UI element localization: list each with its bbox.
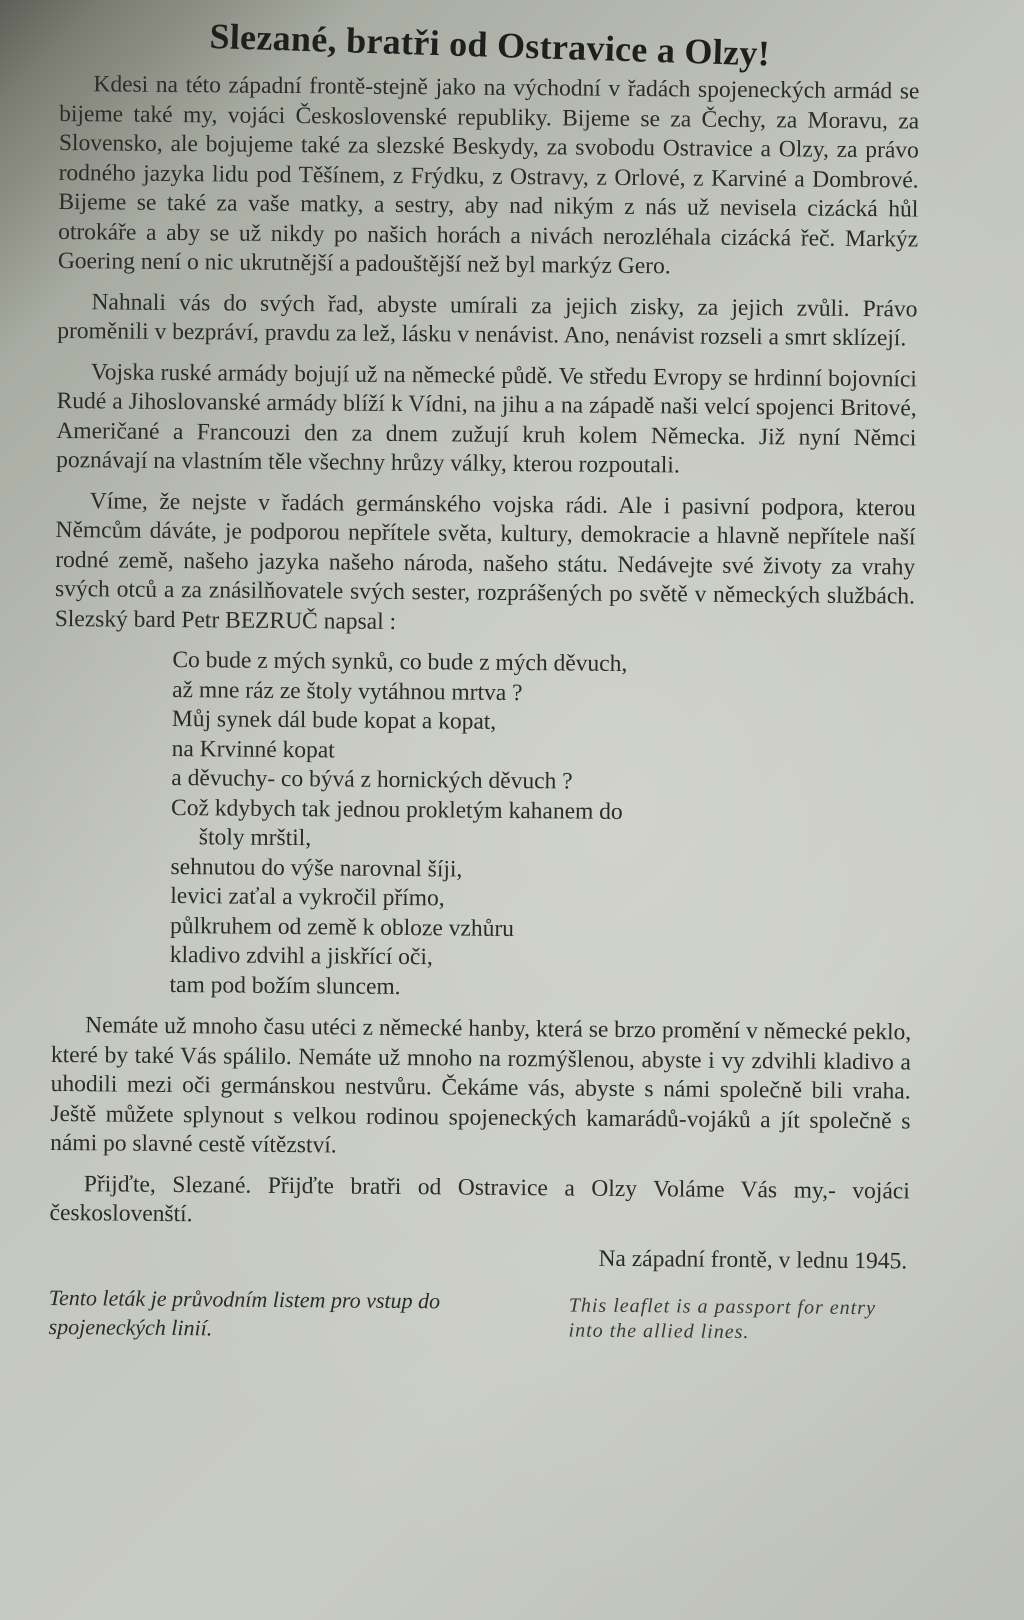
poem-line: až mne ráz ze štoly vytáhnou mrtva ? [172, 676, 523, 706]
leaflet-content [48, 15, 920, 1360]
paragraph-6: Přijďte, Slezané. Přijďte bratři od Ostravice a Olzy Voláme Vás my,- vojáci českoslovenští. [49, 1170, 910, 1228]
poem-line: tam pod božím sluncem. [169, 971, 401, 1000]
poem-line: kladivo zdvihl a jiskřící oči, [169, 941, 433, 971]
poem-line: Což kdybych tak jednou prokletým kahanem do [171, 794, 623, 825]
paragraph-4: Víme, že nejste v řadách germánského vojska rádi. Ale i pasivní podpora, kterou Němcům dáváte, je podporou nepřítele světa, kultury, demokracie a hlavně nepřítele naší rodné země, našeho jazyka našeho národa, našeho státu. Nedávejte své životy za vrahy svých otců a za znásilňovatele svých sester, rozprášených po světě v německých službách. Slezský bard Petr BEZRUČ napsal : [54, 487, 916, 635]
leaflet-footer [48, 1283, 909, 1361]
poem-line: na Krvinné kopat [171, 735, 335, 763]
paragraph-1: Kdesi na této západní frontě-stejně jako na východní v řadách spojeneckých armád se bijeme také my, vojáci Československé republiky. Bijeme se za Čechy, za Moravu, za Slovensko, ale bojujeme také za slezské Beskydy, za svobodu Ostravice a Olzy, za právo rodného jazyka lidu pod Těšínem, z Frýdku, z Ostravy, z Orlové, z Karviné a Dombrové. Bijeme se také za vaše matky, a sestry, aby nad nikým z nás už nevisela cizácká hůl otrokáře a aby se už nikdy po našich horách a nivách nerozléhala cizácká řeč. Markýz Goering není o nic ukrutnější a padouštější než byl markýz Gero. [57, 71, 920, 280]
poem-line: levici zaťal a vykročil přímo, [170, 882, 445, 912]
poem-line: a děvuchy- co bývá z hornických děvuch ? [171, 765, 573, 795]
poem-line: půlkruhem od země k obloze vzhůru [169, 912, 515, 942]
paragraph-3: Vojska ruské armády bojují už na německé půdě. Ve středu Evropy se hrdinní bojovníci Rudé a Jihoslovanské armády blíží k Vídni, na jihu a na západě naši velcí spojenci Britové, Američané a Francouzi den za dnem zužují kruh kolem Německa. Již nyní Němci poznávají na vlastním těle všechny hrůzy války, kterou rozpoutali. [56, 358, 917, 479]
poem-line: Můj synek dál bude kopat a kopat, [171, 706, 497, 735]
footer-english-note: This leaflet is a passport for entry into the allied lines. [568, 1294, 876, 1344]
poem-line: sehnutou do výše narovnal šíji, [170, 853, 463, 883]
signature-line: Na západní frontě, v lednu 1945. [598, 1245, 908, 1274]
leaflet-title: Slezané, bratři od Ostravice a Olzy! [208, 15, 771, 74]
poem-line: štoly mrštil, [198, 824, 312, 852]
bezruc-poem [169, 646, 812, 1006]
paragraph-5: Nemáte už mnoho času utéci z německé hanby, která se brzo promění v německé peklo, které by také Vás spálilo. Nemáte už mnoho na rozmýšlenou, abyste i vy zdvihli kladivo a uhodili mezi oči germánskou nestvůru. Čekáme vás, abyste s námi společně bili vraha. Ještě můžete splynout s velkou rodinou spojeneckých kamarádů-vojáků a jít společně s námi po slavné cestě vítězství. [50, 1012, 912, 1159]
footer-czech-note: Tento leták je průvodním listem pro vstup do spojeneckých linií. [48, 1284, 441, 1341]
paragraph-2: Nahnali vás do svých řad, abyste umírali za jejich zisky, za jejich zvůli. Právo proměnili v bezpráví, pravdu za lež, lásku v nenávist. Ano, nenávist rozseli a smrt sklízejí. [57, 288, 918, 352]
poem-line: Co bude z mých synků, co bude z mých děvuch, [172, 647, 628, 677]
